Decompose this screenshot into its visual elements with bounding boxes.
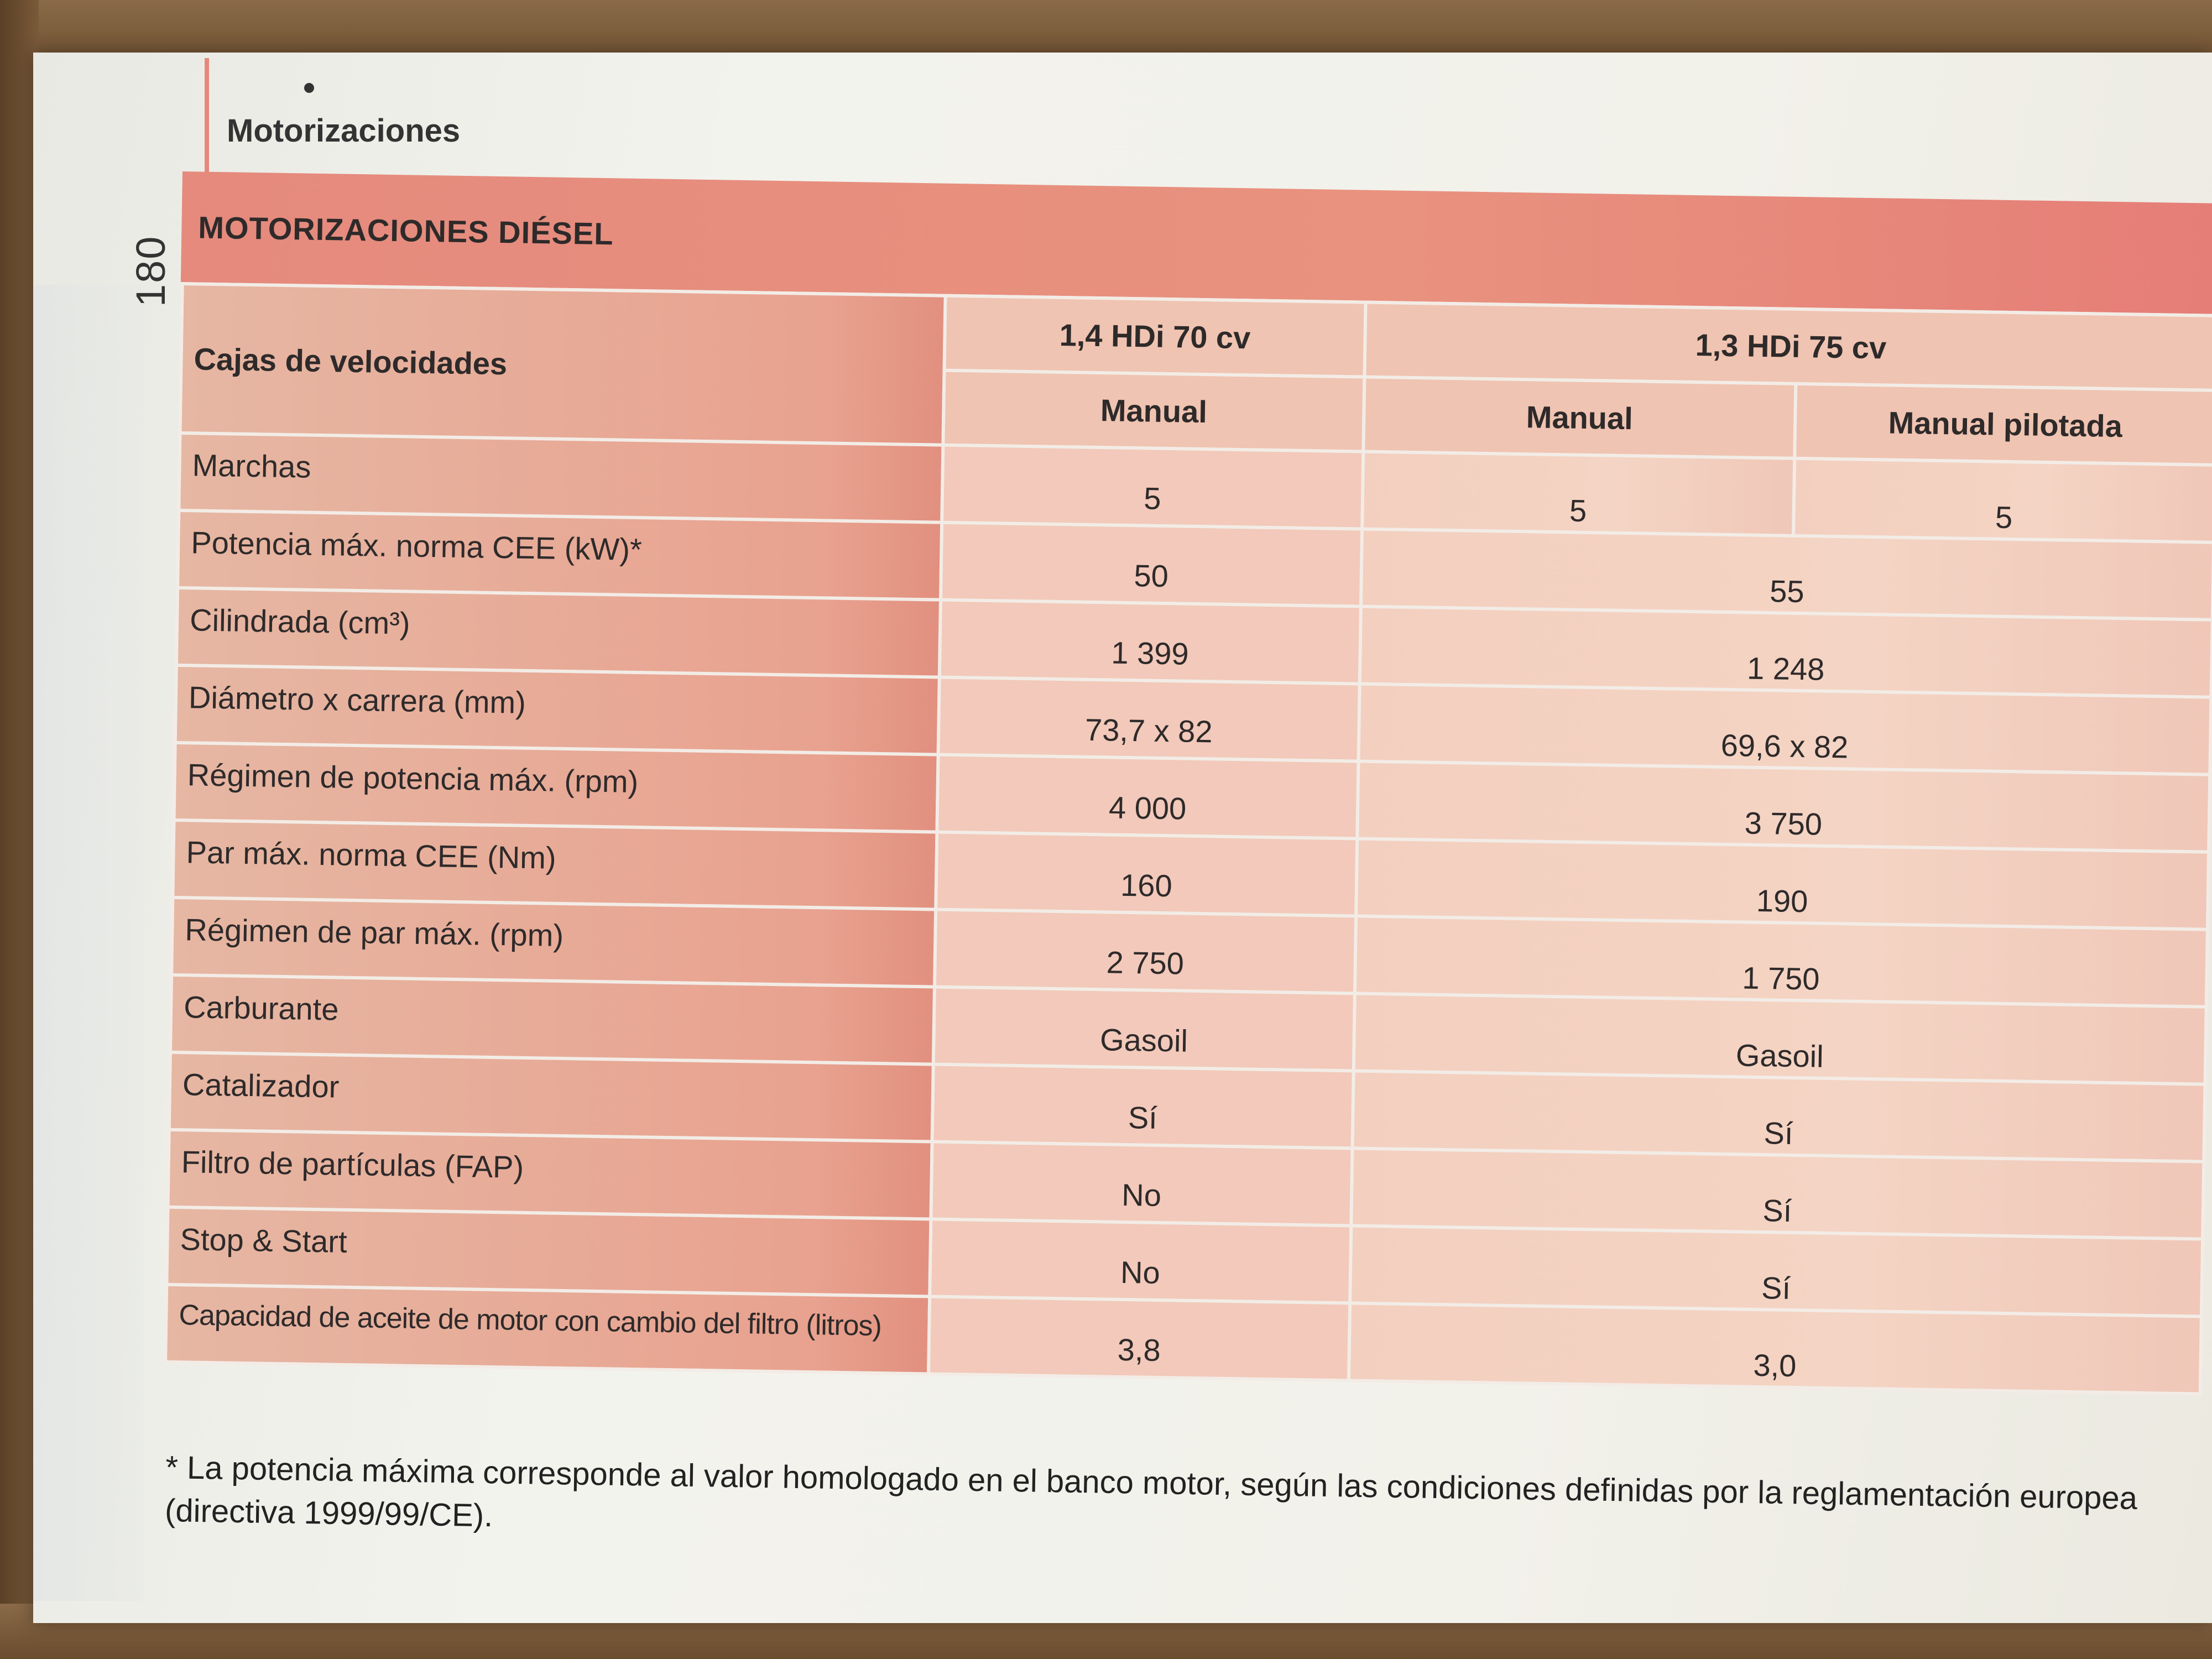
footnote: * La potencia máxima corresponde al valor homologado en el banco motor, según las condiciones definidas por la reglamentación europea (directiva 1999/99/CE). [164, 1449, 2138, 1534]
row-value: Sí [1353, 1071, 2205, 1161]
row-label: Par máx. norma CEE (Nm) [173, 820, 937, 910]
row-label: Stop & Start [166, 1207, 931, 1297]
row-value: Sí [1350, 1225, 2203, 1316]
row-label: Régimen de par máx. (rpm) [171, 898, 936, 987]
page-number: 180 [128, 235, 174, 307]
row-value: No [931, 1142, 1352, 1226]
row-value: 3,0 [1349, 1303, 2201, 1394]
engine-header: 1,3 HDi 75 cv [1364, 302, 2212, 390]
row-value: 4 000 [937, 755, 1358, 839]
row-label: Diámetro x carrera (mm) [175, 665, 940, 755]
engine-header: 1,4 HDi 70 cv [945, 296, 1366, 377]
row-label: Cilindrada (cm³) [176, 588, 941, 677]
gearbox-header: Manual [1363, 377, 1796, 458]
row-value: 190 [1356, 839, 2209, 930]
section-accent-bar [205, 58, 209, 180]
row-value: No [930, 1219, 1351, 1303]
gearbox-header: Manual [943, 371, 1364, 452]
row-label: Catalizador [169, 1052, 933, 1142]
row-value: 3 750 [1357, 761, 2210, 852]
row-value: 55 [1361, 529, 2212, 620]
row-label: Régimen de potencia máx. (rpm) [174, 743, 938, 832]
gearbox-header: Manual pilotada [1794, 384, 2212, 465]
row-label: Marchas [179, 433, 943, 523]
row-value: Sí [932, 1065, 1354, 1149]
specs-table-wrap [164, 171, 2212, 1396]
row-value: 73,7 x 82 [938, 677, 1360, 761]
manual-page [33, 53, 2212, 1623]
row-value: 50 [941, 523, 1362, 607]
row-value: Sí [1351, 1148, 2204, 1239]
row-value: 5 [1362, 452, 1794, 536]
row-label: Filtro de partículas (FAP) [168, 1130, 932, 1219]
row-value: 3,8 [928, 1296, 1350, 1380]
row-value: 1 399 [940, 600, 1361, 684]
row-value: 69,6 x 82 [1359, 684, 2211, 775]
section-title: Motorizaciones [227, 113, 461, 149]
row-label: Potencia máx. norma CEE (kW)* [178, 510, 942, 600]
row-value: 2 750 [935, 910, 1356, 994]
row-value: Gasoil [1354, 993, 2206, 1084]
page-side-strip [33, 285, 144, 1601]
row-value: 1 248 [1360, 607, 2212, 697]
row-value: 1 750 [1355, 916, 2208, 1006]
bullet-icon [304, 83, 314, 93]
row-label: Carburante [170, 975, 935, 1065]
specs-table [164, 282, 2212, 1396]
row-value: 5 [942, 445, 1363, 529]
row-label: Capacidad de aceite de motor con cambio del filtro (litros) [165, 1285, 930, 1374]
row-value: 160 [936, 832, 1357, 916]
header-label-cell: Cajas de velocidades [180, 284, 946, 445]
table-title: MOTORIZACIONES DIÉSEL [181, 171, 2212, 314]
row-value: 5 [1793, 458, 2212, 542]
row-value: Gasoil [933, 987, 1355, 1071]
